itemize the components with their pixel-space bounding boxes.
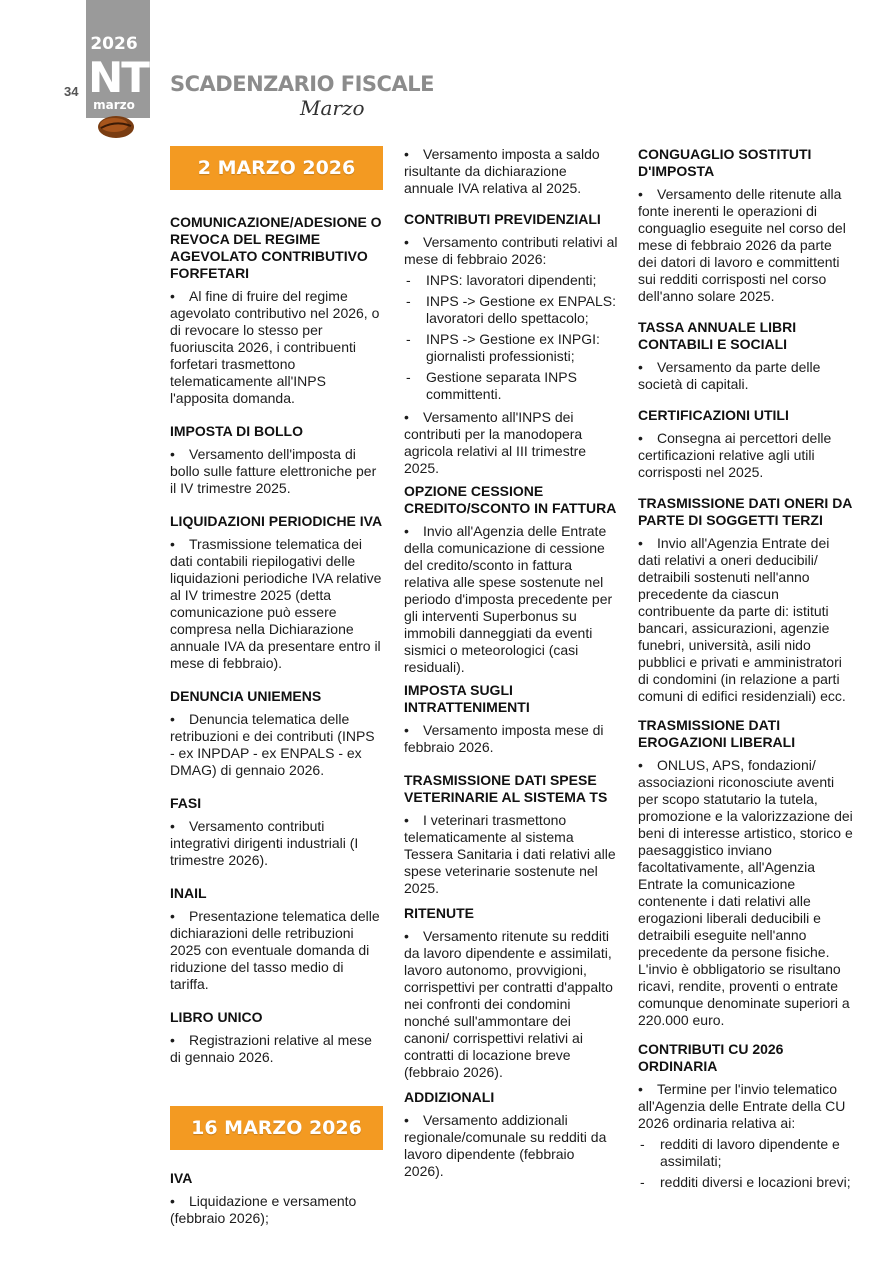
section-title: CERTIFICAZIONI UTILI [638,407,789,423]
bullet-item: • Versamento contributi integrativi dirigenti industriali (I trimestre 2026). [170,818,359,868]
bullet-item: • Invio all'Agenzia Entrate dei dati relativi a oneri deducibili/ detraibili sostenuti nell'anno precedente da ciascun contribuente da parte di: istituti bancari, assicurazioni, agenzie funebri, università, asili nido pubblici e privati e amministratori di condomini (in relazione a parti comuni di edifici residenziali) ecc. [638,535,846,704]
section [404,1089,618,1180]
section [404,772,618,897]
bullet-item: • ONLUS, APS, fondazioni/ associazioni riconosciute aventi per scopo statutario la tutela, promozione e la valorizzazione dei beni di interesse artistico, storico e paesaggistico inviano facoltativamente, all'Agenzia Entrate la comunicazione contenente i dati relativi alle erogazioni liberali deducibili e detraibili eseguite nell'anno precedente da persone fisiche. L'invio è obbligatorio se risultano ricavi, rendite, proventi o entrate comunque denominate superiori a 220.000 euro. [638,757,853,1028]
coffee-bean-icon [96,114,136,140]
bullet-item: • Versamento contributi relativi al mese di febbraio 2026: [404,234,618,267]
bullet-item: • Registrazioni relative al mese di gennaio 2026. [170,1032,372,1065]
section [170,885,383,993]
bullet-item: • Liquidazione e versamento (febbraio 2026); [170,1193,357,1226]
section-title: IVA [170,1170,193,1186]
bullet-item: • Termine per l'invio telematico all'Agenzia delle Entrate della CU 2026 ordinaria relativa ai: [638,1081,846,1131]
section [170,1170,383,1227]
section-title: TASSA ANNUALE LIBRI CONTABILI E SOCIALI [638,319,797,352]
bullet-item: • Denuncia telematica delle retribuzioni e dei contributi (INPS - ex INPDAP - ex ENPALS - ex DMAG) di gennaio 2026. [170,711,375,778]
section [638,146,853,305]
section [404,211,618,477]
section [170,688,383,779]
section-title: FASI [170,795,202,811]
section-title: OPZIONE CESSIONE CREDITO/SCONTO IN FATTURA [404,483,617,516]
dash-item: - INPS -> Gestione ex INPGI: giornalisti professionisti; [404,331,618,365]
bullet-item: • Presentazione telematica delle dichiarazioni delle retribuzioni 2025 con eventuale domanda di riduzione del tasso medio di tariffa. [170,908,380,992]
section-title: IMPOSTA DI BOLLO [170,423,303,439]
section [638,319,853,393]
bullet-item: • Versamento imposta mese di febbraio 2026. [404,722,604,755]
section [404,905,618,1081]
section-title: LIBRO UNICO [170,1009,263,1025]
bullet-item: • I veterinari trasmettono telematicamente al sistema Tessera Sanitaria i dati relativi alle spese veterinarie sostenute nel 2025. [404,812,616,896]
bullet-item: • Versamento addizionali regionale/comunale su redditi da lavoro dipendente (febbraio 2026). [404,1112,607,1179]
dash-item: - redditi diversi e locazioni brevi; [638,1174,853,1191]
section-title: CONGUAGLIO SOSTITUTI D'IMPOSTA [638,146,812,179]
section [170,214,383,407]
section [638,1041,853,1191]
dash-item: - INPS: lavoratori dipendenti; [404,272,618,289]
section-title: TRASMISSIONE DATI SPESE VETERINARIE AL SISTEMA TS [404,772,608,805]
date-banner-16-march: 16 MARZO 2026 [170,1106,383,1150]
bullet-item: • Invio all'Agenzia delle Entrate della comunicazione di cessione del credito/sconto in fattura relativa alle spese sostenute nel periodo d'imposta precedente per gli interventi Superbonus su immobili danneggiati da eventi sismici o meteorologici (casi residuali). [404,523,613,675]
column-1 [170,146,383,1243]
section [170,795,383,869]
dash-item: - INPS -> Gestione ex ENPALS: lavoratori dello spettacolo; [404,293,618,327]
bullet-item: • Trasmissione telematica dei dati contabili riepilogativi delle liquidazioni periodiche IVA relative al IV trimestre 2025 (detta comunicazione può essere compresa nella Dichiarazione annuale IVA da presentare entro il mese di febbraio). [170,536,382,671]
section [170,423,383,497]
bullet-item: • Consegna ai percettori delle certificazioni relative agli utili corrisposti nel 2025. [638,430,832,480]
column-3 [638,146,853,1207]
page-title: SCADENZARIO FISCALE [170,72,434,96]
section [638,407,853,481]
bullet-item: • Versamento delle ritenute alla fonte inerenti le operazioni di conguaglio eseguite nel corso del mese di febbraio 2026 da parte dei datori di lavoro e committenti sui redditi corrisposti nel corso dell'anno solare 2025. [638,186,846,304]
page-subtitle: Marzo [300,96,365,120]
section-title: DENUNCIA UNIEMENS [170,688,322,704]
section [170,513,383,672]
section-title: LIQUIDAZIONI PERIODICHE IVA [170,513,383,529]
bullet-item: • Al fine di fruire del regime agevolato contributivo nel 2026, o di revocare lo stesso per fuoriuscita 2026, i contribuenti forfetari trasmettono telematicamente all'INPS l'apposita domanda. [170,288,380,406]
section-title: INAIL [170,885,207,901]
column-2 [404,146,618,1196]
section-title: COMUNICAZIONE/ADESIONE O REVOCA DEL REGIME AGEVOLATO CONTRIBUTIVO FORFETARI [170,214,382,281]
section-title: CONTRIBUTI PREVIDENZIALI [404,211,601,227]
dash-list [404,272,618,403]
section [638,717,853,1029]
section-title: TRASMISSIONE DATI EROGAZIONI LIBERALI [638,717,796,750]
section-title: ADDIZIONALI [404,1089,495,1105]
bullet-item: • Versamento ritenute su redditi da lavoro dipendente e assimilati, lavoro autonomo, provvigioni, corrispettivi per contratti d'appalto nei confronti dei condomini nonché sull'ammontare dei canoni/ corrispettivi relativi ai contratti di locazione breve (febbraio 2026). [404,928,613,1080]
section-title: IMPOSTA SUGLI INTRATTENIMENTI [404,682,530,715]
section-title: TRASMISSIONE DATI ONERI DA PARTE DI SOGGETTI TERZI [638,495,852,528]
dash-item: - redditi di lavoro dipendente e assimilati; [638,1136,853,1170]
bullet-item: • Versamento dell'imposta di bollo sulle fatture elettroniche per il IV trimestre 2025. [170,446,377,496]
section-title: CONTRIBUTI CU 2026 ORDINARIA [638,1041,784,1074]
year-label: 2026 [90,34,138,54]
dash-list [638,1136,853,1191]
page-number: 34 [64,84,79,99]
month-label: marzo [93,98,135,112]
dash-item: - Gestione separata INPS committenti. [404,369,618,403]
section [404,483,618,676]
section-title: RITENUTE [404,905,474,921]
section [170,1009,383,1066]
bullet-item: • Versamento imposta a saldo risultante da dichiarazione annuale IVA relativa al 2025. [404,146,600,196]
section [638,495,853,705]
section [404,682,618,756]
bullet-item: • Versamento all'INPS dei contributi per la manodopera agricola relativi al III trimestre 2025. [404,409,587,476]
bullet-item: • Versamento da parte delle società di capitali. [638,359,821,392]
nt-logo: NT [88,53,148,102]
date-banner-2-march: 2 MARZO 2026 [170,146,383,190]
